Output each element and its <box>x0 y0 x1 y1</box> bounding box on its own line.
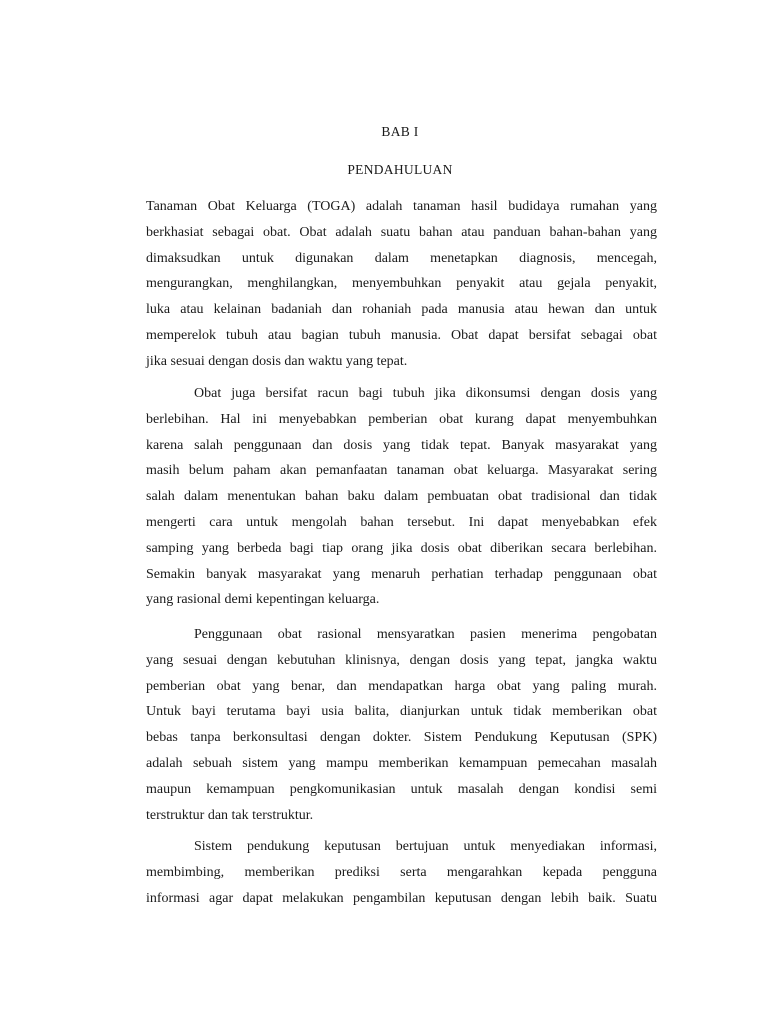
paragraph-line: salah dalam menentukan bahan baku dalam pembuatan obat tradisional dan tidak <box>146 489 657 505</box>
paragraph-line: masih belum paham akan pemanfaatan tanaman obat keluarga. Masyarakat sering <box>146 463 657 479</box>
paragraph-line: mengerti cara untuk mengolah bahan tersebut. Ini dapat menyebabkan efek <box>146 514 657 530</box>
paragraph-line: pemberian obat yang benar, dan mendapatkan harga obat yang paling murah. <box>146 678 657 694</box>
paragraph-line: Obat juga bersifat racun bagi tubuh jika dikonsumsi dengan dosis yang <box>194 386 657 401</box>
paragraph-line: Penggunaan obat rasional mensyaratkan pasien menerima pengobatan <box>194 627 657 642</box>
paragraph-1 <box>146 194 657 375</box>
paragraph-4 <box>146 834 657 911</box>
paragraph-line: karena salah penggunaan dan dosis yang tidak tepat. Banyak masyarakat yang <box>146 437 657 453</box>
paragraph-line: berlebihan. Hal ini menyebabkan pemberian obat kurang dapat menyembuhkan <box>146 411 657 427</box>
paragraph-line: Tanaman Obat Keluarga (TOGA) adalah tanaman hasil budidaya rumahan yang <box>146 199 657 214</box>
paragraph-line: yang rasional demi kepentingan keluarga. <box>146 592 380 608</box>
paragraph-line: terstruktur dan tak terstruktur. <box>146 807 314 823</box>
paragraph-line: berkhasiat sebagai obat. Obat adalah suatu bahan atau panduan bahan-bahan yang <box>146 224 657 240</box>
paragraph-line: dimaksudkan untuk digunakan dalam menetapkan diagnosis, mencegah, <box>146 250 657 266</box>
paragraph-line: adalah sebuah sistem yang mampu memberikan kemampuan pemecahan masalah <box>146 755 657 771</box>
paragraph-line: mengurangkan, menghilangkan, menyembuhkan penyakit atau gejala penyakit, <box>146 276 657 292</box>
chapter-heading: BAB I <box>381 124 419 139</box>
paragraph-line: yang sesuai dengan kebutuhan klinisnya, dengan dosis yang tepat, jangka waktu <box>146 652 657 668</box>
paragraph-line: jika sesuai dengan dosis dan waktu yang tepat. <box>146 353 408 369</box>
paragraph-line: memperelok tubuh atau bagian tubuh manusia. Obat dapat bersifat sebagai obat <box>146 327 657 343</box>
paragraph-2 <box>146 381 657 613</box>
paragraph-line: informasi agar dapat melakukan pengambilan keputusan dengan lebih baik. Suatu <box>146 890 657 906</box>
paragraph-line: Untuk bayi terutama bayi usia balita, dianjurkan untuk tidak memberikan obat <box>146 704 657 720</box>
paragraph-line: bebas tanpa berkonsultasi dengan dokter. Sistem Pendukung Keputusan (SPK) <box>146 730 657 746</box>
paragraph-line: membimbing, memberikan prediksi serta mengarahkan kepada pengguna <box>146 864 657 880</box>
paragraph-line: luka atau kelainan badaniah dan rohaniah pada manusia atau hewan dan untuk <box>146 302 657 318</box>
chapter-title: PENDAHULUAN <box>347 162 453 177</box>
paragraph-line: Sistem pendukung keputusan bertujuan untuk menyediakan informasi, <box>194 839 657 854</box>
paragraph-3 <box>146 622 657 828</box>
paragraph-line: maupun kemampuan pengkomunikasian untuk masalah dengan kondisi semi <box>146 781 657 797</box>
paragraph-line: Semakin banyak masyarakat yang menaruh perhatian terhadap penggunaan obat <box>146 566 657 582</box>
paragraph-line: samping yang berbeda bagi tiap orang jika dosis obat diberikan secara berlebihan. <box>146 540 657 556</box>
